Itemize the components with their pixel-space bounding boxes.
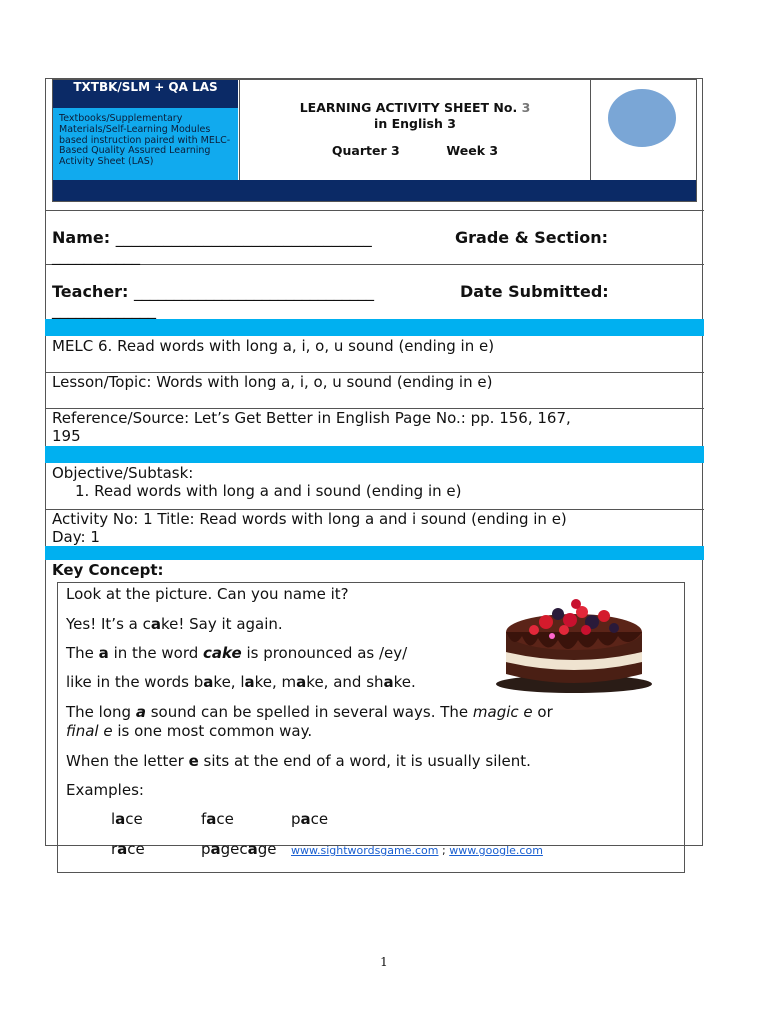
example-word: pace <box>291 810 329 828</box>
source-links: www.sightwordsgame.com ; www.google.com <box>291 844 543 857</box>
date-submitted-label: Date Submitted: <box>460 282 609 301</box>
kc-line-1: Look at the picture. Can you name it? <box>66 585 349 603</box>
example-word: pagecage <box>201 840 277 858</box>
date-submitted-blank[interactable]: _____________ <box>52 300 156 319</box>
link-sightwordsgame[interactable]: www.sightwordsgame.com <box>291 844 439 857</box>
kc-line-4: like in the words bake, lake, make, and shake. <box>66 673 416 691</box>
divider <box>45 264 704 265</box>
sheet-title: LEARNING ACTIVITY SHEET No. 3 <box>299 100 531 115</box>
teacher-label: Teacher: <box>52 282 129 301</box>
kc-line-6: final e is one most common way. <box>66 722 313 740</box>
section-bar <box>45 319 704 336</box>
page-number: 1 <box>380 955 388 969</box>
divider <box>45 210 704 211</box>
sheet-number: 3 <box>521 100 531 115</box>
name-field[interactable] <box>52 228 372 247</box>
header-title-block <box>239 80 591 180</box>
kc-line-7: When the letter e sits at the end of a word, it is usually silent. <box>66 752 531 770</box>
kc-line-5: The long a sound can be spelled in several ways. The magic e or <box>66 703 553 721</box>
example-word: race <box>111 840 145 858</box>
day-text: Day: 1 <box>52 528 100 546</box>
section-bar <box>45 546 704 560</box>
teacher-blank[interactable]: ______________________________ <box>134 282 375 301</box>
example-word: lace <box>111 810 143 828</box>
header-program-label <box>53 80 238 108</box>
section-bar <box>45 446 704 463</box>
program-label-text: TXTBK/SLM + QA LAS <box>73 80 218 94</box>
examples-label: Examples: <box>66 781 144 799</box>
kc-line-2: Yes! It’s a cake! Say it again. <box>66 615 283 633</box>
objective-label: Objective/Subtask: <box>52 464 194 482</box>
link-google[interactable]: www.google.com <box>449 844 543 857</box>
key-concept-heading: Key Concept: <box>52 561 164 579</box>
grade-section-blank[interactable]: ___________ <box>52 246 140 265</box>
header-navy-bar <box>53 180 696 201</box>
quarter-label: Quarter 3 <box>331 143 400 158</box>
name-blank[interactable]: ________________________________ <box>115 228 372 247</box>
melc-text: MELC 6. Read words with long a, i, o, u sound (ending in e) <box>52 337 495 355</box>
week-label: Week 3 <box>446 143 499 158</box>
name-label: Name: <box>52 228 111 247</box>
teacher-field[interactable] <box>52 282 374 301</box>
objective-item: 1. Read words with long a and i sound (ending in e) <box>75 482 462 500</box>
lesson-topic-text: Lesson/Topic: Words with long a, i, o, u sound (ending in e) <box>52 373 493 391</box>
grade-section-label: Grade & Section: <box>455 228 608 247</box>
cake-picture <box>494 592 654 696</box>
kc-line-3: The a in the word cake is pronounced as /ey/ <box>66 644 408 662</box>
quarter-week <box>240 143 590 158</box>
logo-circle <box>608 89 676 147</box>
reference-continued: 195 <box>52 427 81 445</box>
header-program-description: Textbooks/Supplementary Materials/Self-Learning Modules based instruction paired with MELC- Based Quality Assured Learning Activity Sheet (LAS) <box>53 108 238 180</box>
example-word: face <box>201 810 234 828</box>
sheet-subject: in English 3 <box>374 116 456 131</box>
reference-text: Reference/Source: Let’s Get Better in English Page No.: pp. 156, 167, <box>52 409 571 427</box>
activity-text: Activity No: 1 Title: Read words with long a and i sound (ending in e) <box>52 510 567 528</box>
